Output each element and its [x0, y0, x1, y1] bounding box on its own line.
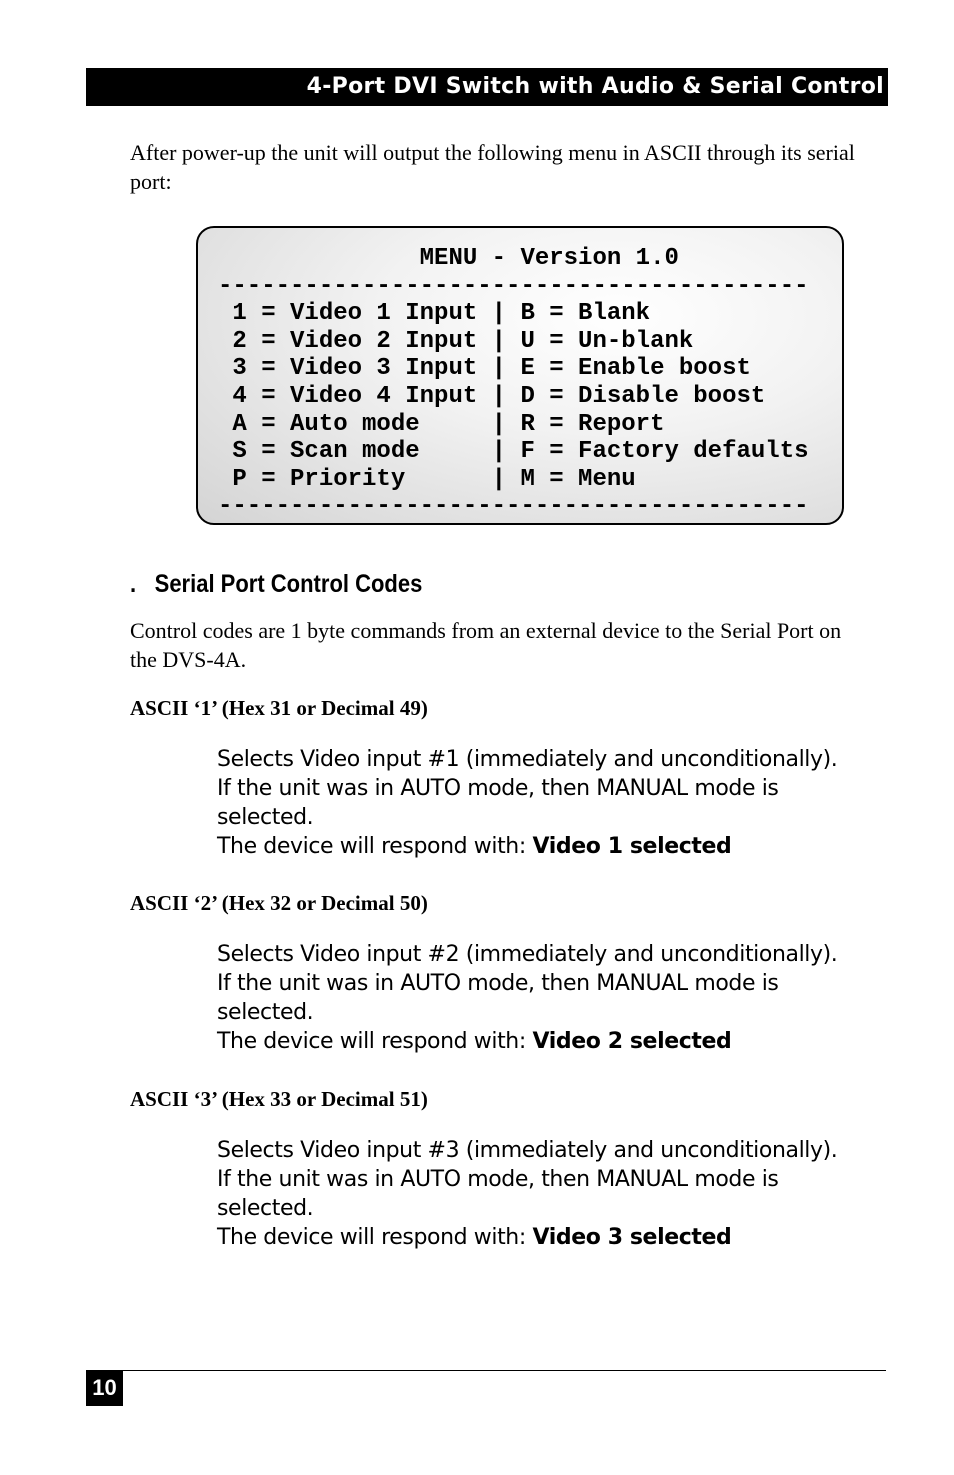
response-line [217, 832, 867, 861]
description-line: If the unit was in AUTO mode, then MANUAL mode is [217, 1167, 779, 1192]
description-line: Selects Video input #3 (immediately and unconditionally). [217, 1138, 838, 1163]
response-line [217, 1027, 867, 1056]
menu-line: 3 = Video 3 Input | E = Enable boost [218, 355, 751, 383]
menu-line: 4 = Video 4 Input | D = Disable boost [218, 382, 766, 410]
description-line: If the unit was in AUTO mode, then MANUAL mode is [217, 971, 779, 996]
description-line: selected. [217, 805, 314, 830]
section-number: . [130, 570, 137, 598]
command-description [217, 745, 867, 861]
footer-rule [86, 1370, 886, 1371]
response-text: Video 2 selected [532, 1029, 732, 1054]
description-line: selected. [217, 1196, 314, 1221]
menu-line: 2 = Video 2 Input | U = Un-blank [218, 327, 694, 355]
command-title: ASCII ‘1’ (Hex 31 or Decimal 49) [130, 696, 428, 720]
menu-line: ----------------------------------------- [218, 272, 809, 300]
section-heading [130, 566, 422, 602]
response-prefix: The device will respond with: [217, 1029, 533, 1054]
response-text: Video 1 selected [532, 834, 732, 859]
menu-line: P = Priority | M = Menu [218, 465, 636, 493]
serial-menu-text [218, 245, 809, 521]
menu-line: 1 = Video 1 Input | B = Blank [218, 300, 651, 328]
response-text: Video 3 selected [532, 1225, 732, 1250]
section-intro: Control codes are 1 byte commands from an external device to the Serial Port on the DVS-4A. [130, 618, 842, 672]
header-title: 4-Port DVI Switch with Audio & Serial Control [306, 74, 884, 99]
menu-line: A = Auto mode | R = Report [218, 410, 665, 438]
description-line: Selects Video input #1 (immediately and unconditionally). [217, 747, 838, 772]
response-line [217, 1223, 867, 1252]
menu-line: MENU - Version 1.0 [218, 245, 679, 272]
description-line: Selects Video input #2 (immediately and unconditionally). [217, 942, 838, 967]
command-title: ASCII ‘2’ (Hex 32 or Decimal 50) [130, 891, 428, 915]
menu-line: ----------------------------------------- [218, 493, 809, 521]
intro-paragraph: After power-up the unit will output the following menu in ASCII through its serial port: [130, 140, 855, 194]
menu-line: S = Scan mode | F = Factory defaults [218, 438, 809, 466]
section-title: Serial Port Control Codes [154, 570, 423, 598]
response-prefix: The device will respond with: [217, 834, 533, 859]
page-header [86, 68, 888, 106]
serial-menu-box [196, 226, 844, 525]
description-line: selected. [217, 1000, 314, 1025]
description-line: If the unit was in AUTO mode, then MANUAL mode is [217, 776, 779, 801]
page-number: 10 [86, 1370, 123, 1406]
response-prefix: The device will respond with: [217, 1225, 533, 1250]
command-description [217, 1136, 867, 1252]
command-title: ASCII ‘3’ (Hex 33 or Decimal 51) [130, 1087, 428, 1111]
command-description [217, 940, 867, 1056]
